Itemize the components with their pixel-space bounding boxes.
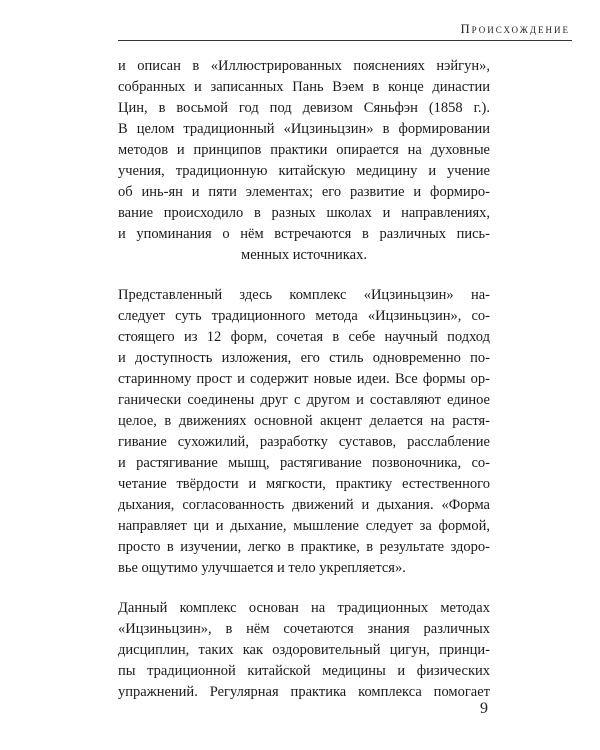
text-line: ганически соединены друг с другом и составляют единое: [118, 392, 490, 408]
text-line: В целом традиционный «Ицзиньцзин» в формировании: [118, 121, 490, 137]
text-line: «Ицзиньцзин», в нём сочетаются знания различных: [118, 621, 490, 637]
text-line: стоящего из 12 форм, сочетая в себе научный подход: [118, 329, 490, 345]
text-line: и растягивание мышц, растягивание позвоночника, со-: [118, 455, 490, 471]
text-line: менных источниках.: [241, 247, 367, 263]
text-line: учения, традиционную китайскую медицину и учение: [118, 163, 490, 179]
text-line: вание происходило в разных школах и направлениях,: [118, 205, 490, 221]
text-line: методов и принципов практики опирается на духовные: [118, 142, 490, 158]
paragraph-gap: [118, 266, 490, 285]
text-line: и упоминания о нём встречаются в различных пись-: [118, 226, 490, 242]
text-line: пы традиционной китайской медицины и физических: [118, 663, 490, 679]
text-line: дисциплин, таких как оздоровительный цигун, принци-: [118, 642, 490, 658]
text-line: Данный комплекс основан на традиционных методах: [118, 600, 490, 616]
text-line: Представленный здесь комплекс «Ицзиньцзин» на-: [118, 287, 490, 303]
text-line: и доступность изложения, его стиль одновременно по-: [118, 350, 490, 366]
text-line: целое, в движениях основной акцент делается на растя-: [118, 413, 490, 429]
text-line: просто в изучении, легко в практике, в результате здоро-: [118, 539, 490, 555]
paragraph: [118, 285, 490, 579]
text-line: четание твёрдости и мягкости, практику естественного: [118, 476, 490, 492]
page-number: 9: [480, 700, 488, 717]
text-line: гивание сухожилий, разработку суставов, расслабление: [118, 434, 490, 450]
paragraph-gap: [118, 579, 490, 598]
paragraph: [118, 56, 490, 266]
text-line: вье ощутимо улучшается и тело укрепляется».: [118, 560, 406, 576]
text-line: старинному прост и содержит новые идеи. Все формы ор-: [118, 371, 490, 387]
text-line: следует суть традиционного метода «Ицзиньцзин», со-: [118, 308, 490, 324]
text-line: направляет ци и дыхание, мышление следует за формой,: [118, 518, 490, 534]
text-line: собранных и записанных Пань Вэем в конце династии: [118, 79, 490, 95]
paragraph: [118, 598, 490, 703]
text-line: Цин, в восьмой год под девизом Сяньфэн (1858 г.).: [118, 100, 490, 116]
text-line: и описан в «Иллюстрированных пояснениях нэйгун»,: [118, 58, 490, 74]
body-text: [118, 56, 490, 703]
running-head: Происхождение: [460, 22, 570, 36]
text-line: дыхания, согласованность движений и дыхания. «Форма: [118, 497, 490, 513]
header-rule: [118, 40, 572, 41]
text-line: упражнений. Регулярная практика комплекса помогает: [118, 684, 490, 700]
text-line: об инь-ян и пяти элементах; его развитие и формиро-: [118, 184, 490, 200]
